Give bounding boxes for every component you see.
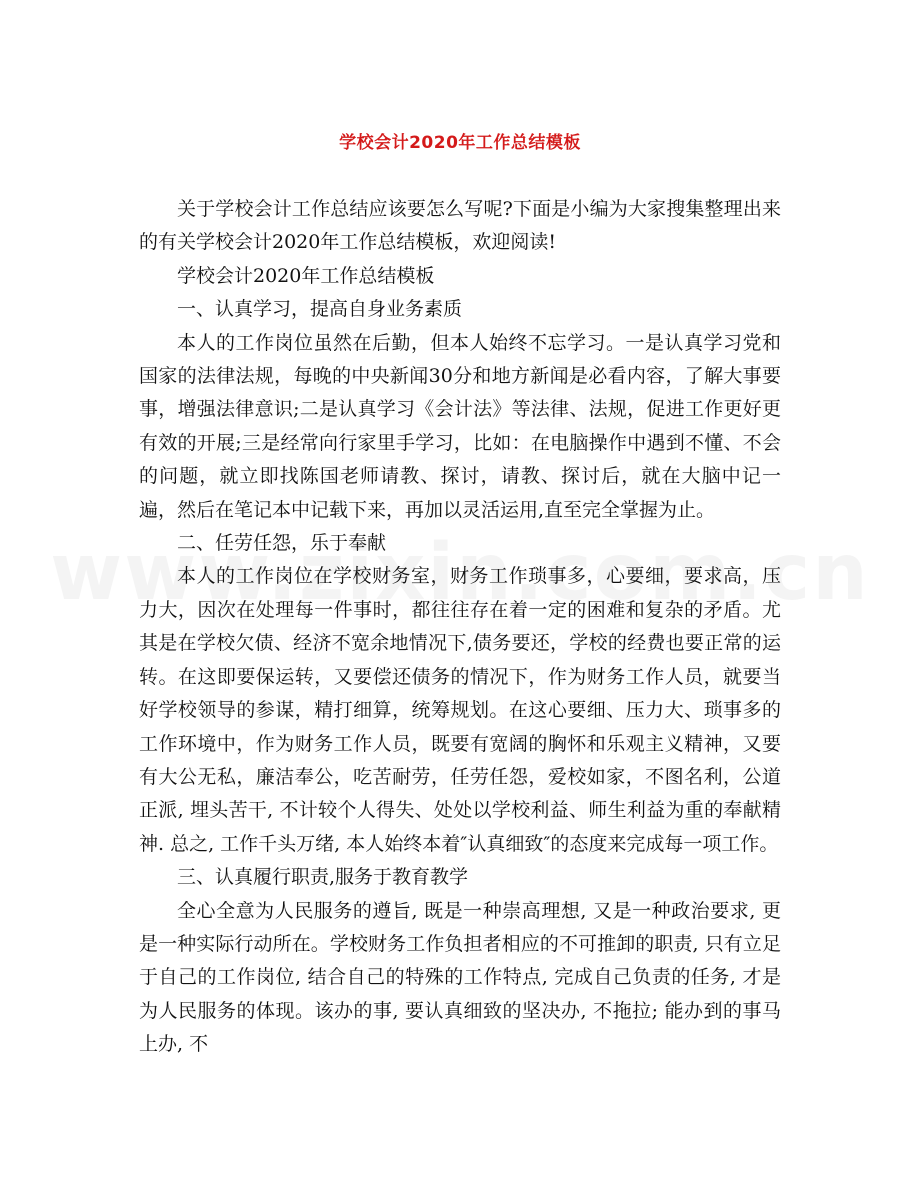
paragraph-section-3: 全心全意为人民服务的遵旨, 既是一种崇高理想, 又是一种政治要求, 更是一种实际行动所在。学校财务工作负担者相应的不可推卸的职责, 只有立足于自己的工作岗位, 结合自己的特殊的工作特点, 完成自己负责的任务, 才是为人民服务的体现。该办的事, 要认真细致的坚决办, 不拖拉; 能办到的事马上办, 不 <box>139 899 781 1056</box>
document-title: 学校会计2020年工作总结模板 <box>339 133 581 153</box>
paragraph-section-1: 本人的工作岗位虽然在后勤，但本人始终不忘学习。一是认真学习党和国家的法律法规，每晚的中央新闻30分和地方新闻是必看内容，了解大事要事，增强法律意识;二是认真学习《会计法》等法律、法规，促进工作更好更有效的开展;三是经常向行家里手学习，比如：在电脑操作中遇到不懂、不会的问题，就立即找陈国老师请教、探讨，请教、探讨后，就在大脑中记一遍，然后在笔记本中记载下来，再加以灵活运用,直至完全掌握为止。 <box>139 331 781 521</box>
paragraph-intro: 关于学校会计工作总结应该要怎么写呢?下面是小编为大家搜集整理出来的有关学校会计2020年工作总结模板，欢迎阅读! <box>139 198 781 254</box>
document-body <box>139 193 781 1062</box>
paragraph-subtitle: 学校会计2020年工作总结模板 <box>177 264 435 287</box>
section-heading-3: 三、认真履行职责,服务于教育教学 <box>177 866 469 889</box>
paragraph-section-2: 本人的工作岗位在学校财务室，财务工作琐事多，心要细，要求高，压力大，因次在处理每一件事时，都往往存在着一定的困难和复杂的矛盾。尤其是在学校欠债、经济不宽余地情况下,债务要还，学校的经费也要正常的运转。在这即要保运转，又要偿还债务的情况下，作为财务工作人员，就要当好学校领导的参谋，精打细算，统筹规划。在这心要细、压力大、琐事多的工作环境中，作为财务工作人员，既要有宽阔的胸怀和乐观主义精神，又要有大公无私，廉洁奉公，吃苦耐劳，任劳任怨，爱校如家，不图名利，公道正派, 埋头苦干, 不计较个人得失、处处以学校利益、师生利益为重的奉献精神. 总之, 工作千头万绪, 本人始终本着″认真细致″的态度来完成每一项工作。 <box>139 565 781 855</box>
section-heading-1: 一、认真学习，提高自身业务素质 <box>177 298 463 321</box>
section-heading-2: 二、任劳任怨，乐于奉献 <box>177 532 387 555</box>
